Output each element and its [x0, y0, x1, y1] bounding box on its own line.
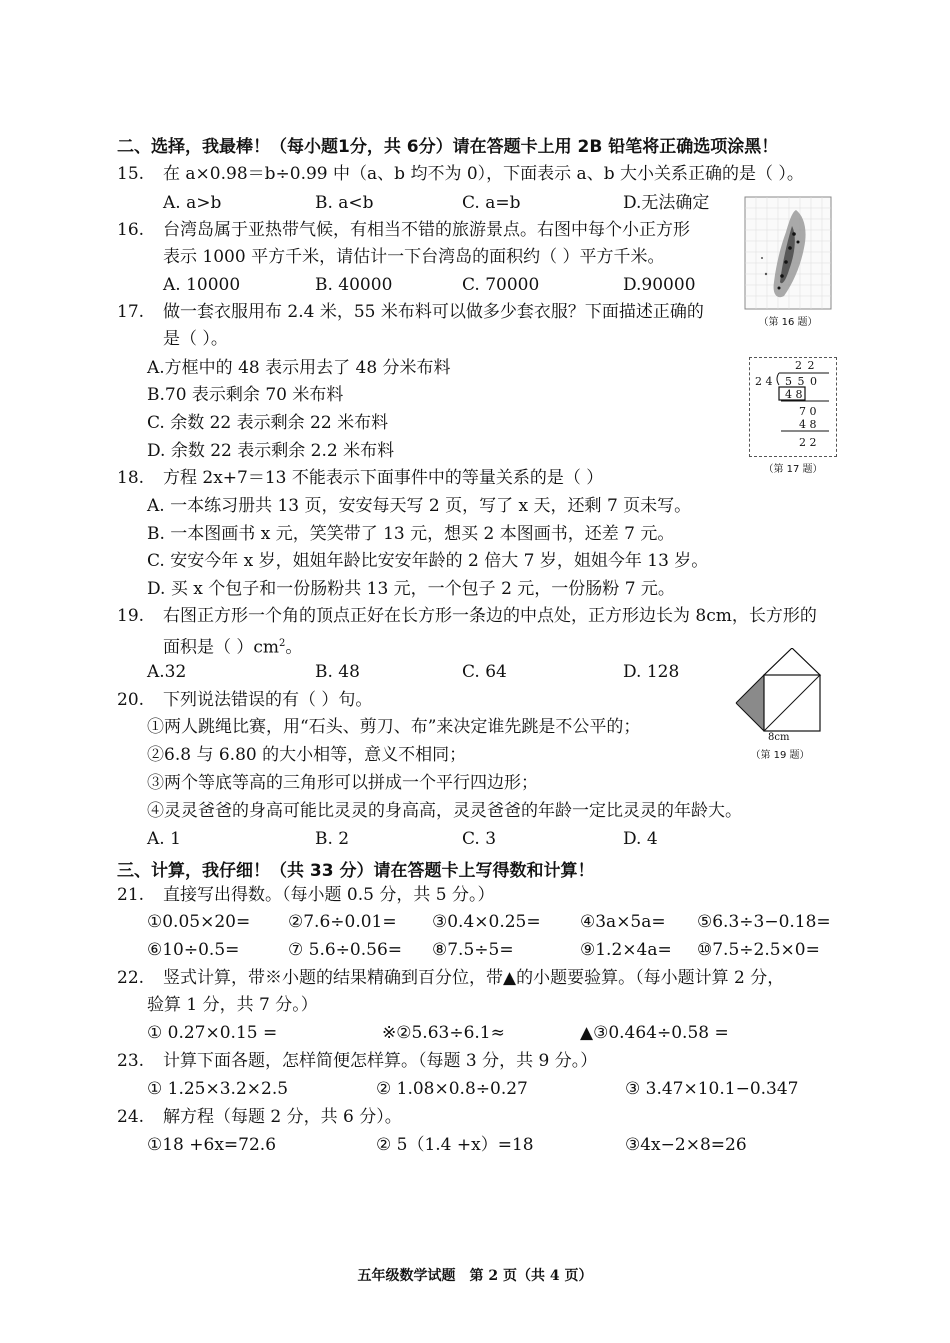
- second-product: 4 8: [799, 418, 817, 431]
- question-text-line1: 竖式计算，带※小题的结果精确到百分位，带▲的小题要验算。（每小题计算 2 分，: [163, 968, 785, 988]
- figure-19-diagram: [730, 648, 830, 738]
- option-d: D. 4: [623, 829, 658, 849]
- vertical-calc-1: ① 0.27×0.15 =: [147, 1023, 278, 1043]
- vertical-calc-2: ※②5.63÷6.1≈: [382, 1023, 505, 1043]
- option-c: C. 安安今年 x 岁，姐姐年龄比安安年龄的 2 倍大 7 岁，姐姐今年 13 岁。: [147, 551, 709, 571]
- option-a: A. 10000: [163, 275, 241, 295]
- question-text: 方程 2x+7＝13 不能表示下面事件中的等量关系的是（ ）: [163, 468, 604, 488]
- statement-1: ①两人跳绳比赛，用“石头、剪刀、布”来决定谁先跳是不公平的；: [147, 717, 641, 737]
- option-a: A.方框中的 48 表示用去了 48 分米布料: [147, 358, 451, 378]
- option-d: D.90000: [623, 275, 696, 295]
- question-17-line2: 是（ ）。: [163, 329, 228, 349]
- quotient: 2 2: [795, 359, 816, 372]
- question-text: 计算下面各题，怎样简便怎样算。（每题 3 分，共 9 分。）: [163, 1051, 598, 1071]
- option-a: A. 一本练习册共 13 页，安安每天写 2 页，写了 x 天，还剩 7 页未写。: [147, 496, 692, 516]
- question-text: 在 a×0.98＝b÷0.99 中（a、b 均不为 0），下面表示 a、b 大小关系正确的是（ ）。: [163, 164, 804, 184]
- option-d: D.无法确定: [623, 193, 710, 213]
- figure-16-caption: （第 16 题）: [758, 317, 818, 328]
- question-number: 19.: [117, 606, 145, 626]
- remainder: 2 2: [799, 436, 817, 449]
- question-17: [117, 301, 704, 323]
- option-c: C. 余数 22 表示剩余 22 米布料: [147, 413, 389, 433]
- square-rectangle-figure: [730, 648, 830, 764]
- option-b: B. 2: [315, 829, 350, 849]
- question-19-line2: [163, 633, 302, 659]
- division-lines: [749, 357, 837, 457]
- unit-exponent: 2: [279, 638, 286, 649]
- question-23: [117, 1050, 597, 1072]
- question-19: [117, 605, 817, 627]
- question-text-line1: 做一套衣服用布 2.4 米，55 米布料可以做多少套衣服？下面描述正确的: [163, 302, 704, 322]
- question-22-line2: 验算 1 分，共 7 分。）: [147, 995, 318, 1015]
- mental-math-3: ③0.4×0.25=: [432, 912, 541, 932]
- option-c: C. 70000: [462, 275, 540, 295]
- question-21: [117, 884, 494, 906]
- area-prompt: 面积是（ ）cm: [163, 637, 280, 658]
- question-text: 解方程（每题 2 分，共 6 分）。: [163, 1107, 402, 1127]
- period: 。: [285, 637, 303, 658]
- question-number: 22.: [117, 968, 145, 988]
- question-16-line2: 表示 1000 平方千米，请估计一下台湾岛的面积约（ ）平方千米。: [163, 247, 665, 267]
- section-2-heading: 二、选择，我最棒！（每小题1分，共 6分）请在答题卡上用 2B 铅笔将正确选项涂黑！: [117, 137, 779, 157]
- mental-math-9: ⑨1.2×4a=: [580, 940, 672, 960]
- equation-2: ② 5（1.4 +x）=18: [376, 1135, 534, 1155]
- figure-17-caption: （第 17 题）: [763, 464, 823, 475]
- mental-math-1: ①0.05×20=: [147, 912, 251, 932]
- mental-math-5: ⑤6.3÷3−0.18=: [697, 912, 831, 932]
- question-text-line1: 右图正方形一个角的顶点正好在长方形一条边的中点处，正方形边长为 8cm，长方形的: [163, 606, 817, 626]
- simplify-calc-1: ① 1.25×3.2×2.5: [147, 1079, 289, 1099]
- long-division-figure: [749, 357, 837, 475]
- question-22: [117, 967, 784, 989]
- side-length-label: 8cm: [768, 732, 790, 743]
- mental-math-2: ②7.6÷0.01=: [288, 912, 397, 932]
- mental-math-8: ⑧7.5÷5=: [432, 940, 514, 960]
- option-d: D. 128: [623, 662, 680, 682]
- option-b: B. 48: [315, 662, 360, 682]
- taiwan-map-image: [744, 196, 832, 326]
- figure-19-caption: （第 19 题）: [750, 750, 810, 761]
- boxed-product: 4 8: [785, 388, 803, 401]
- question-number: 23.: [117, 1051, 145, 1071]
- page-footer: 五年级数学试题 第 2 页（共 4 页）: [357, 1268, 593, 1284]
- option-d: D. 买 x 个包子和一份肠粉共 13 元，一个包子 2 元，一份肠粉 7 元。: [147, 579, 675, 599]
- option-b: B. 一本图画书 x 元，笑笑带了 13 元，想买 2 本图画书，还差 7 元。: [147, 524, 675, 544]
- question-number: 15.: [117, 164, 145, 184]
- question-number: 18.: [117, 468, 145, 488]
- option-a: A. a>b: [163, 193, 222, 213]
- taiwan-map-figure: [744, 196, 832, 326]
- simplify-calc-2: ② 1.08×0.8÷0.27: [376, 1079, 528, 1099]
- question-text-line1: 台湾岛属于亚热带气候，有相当不错的旅游景点。右图中每个小正方形: [163, 220, 690, 240]
- option-c: C. 3: [462, 829, 497, 849]
- question-text: 下列说法错误的有（ ）句。: [163, 690, 373, 710]
- option-c: C. a=b: [462, 193, 521, 213]
- question-16: [117, 219, 690, 241]
- statement-2: ②6.8 与 6.80 的大小相等，意义不相同；: [147, 745, 467, 765]
- simplify-calc-3: ③ 3.47×10.1−0.347: [625, 1079, 799, 1099]
- option-d: D. 余数 22 表示剩余 2.2 米布料: [147, 441, 395, 461]
- vertical-calc-3: ▲③0.464÷0.58 =: [580, 1023, 729, 1043]
- mental-math-10: ⑩7.5÷2.5×0=: [697, 940, 820, 960]
- question-number: 24.: [117, 1107, 145, 1127]
- option-b: B.70 表示剩余 70 米布料: [147, 385, 344, 405]
- question-24: [117, 1106, 402, 1128]
- dividend: 5 5 0: [785, 375, 818, 388]
- question-number: 17.: [117, 302, 145, 322]
- option-c: C. 64: [462, 662, 507, 682]
- question-number: 20.: [117, 690, 145, 710]
- option-a: A.32: [147, 662, 187, 682]
- option-b: B. a<b: [315, 193, 374, 213]
- section-3-heading: 三、计算，我仔细！（共 33 分）请在答题卡上写得数和计算！: [117, 861, 595, 881]
- question-text: 直接写出得数。（每小题 0.5 分，共 5 分。）: [163, 885, 495, 905]
- question-15: [117, 163, 804, 185]
- statement-4: ④灵灵爸爸的身高可能比灵灵的身高高，灵灵爸爸的年龄一定比灵灵的年龄大。: [147, 801, 742, 821]
- divisor: 2 4: [755, 375, 773, 388]
- question-number: 21.: [117, 885, 145, 905]
- question-number: 16.: [117, 220, 145, 240]
- partial-dividend: 7 0: [799, 405, 817, 418]
- mental-math-7: ⑦ 5.6÷0.56=: [288, 940, 403, 960]
- option-b: B. 40000: [315, 275, 393, 295]
- equation-3: ③4x−2×8=26: [625, 1135, 747, 1155]
- question-20: [117, 689, 372, 711]
- mental-math-4: ④3a×5a=: [580, 912, 666, 932]
- equation-1: ①18 +6x=72.6: [147, 1135, 277, 1155]
- question-18: [117, 467, 603, 489]
- mental-math-6: ⑥10÷0.5=: [147, 940, 240, 960]
- option-a: A. 1: [147, 829, 181, 849]
- statement-3: ③两个等底等高的三角形可以拼成一个平行四边形；: [147, 773, 538, 793]
